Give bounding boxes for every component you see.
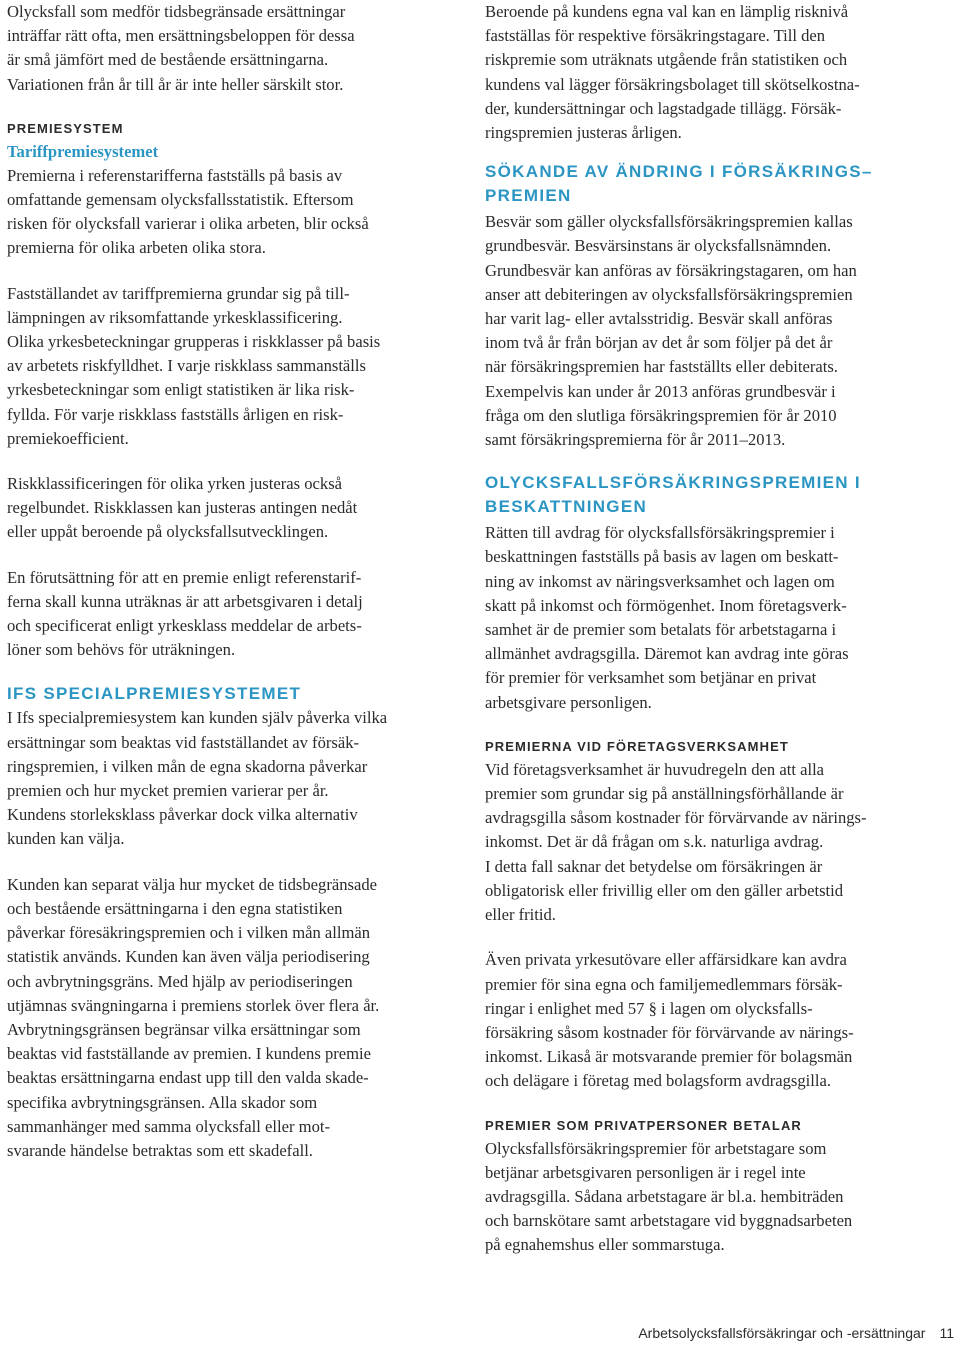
paragraph: Rätten till avdrag för olycksfallsförsäkringspremier i beskattningen fastställs på basis av lagen om beskatt- ning av inkomst av näringsverksamhet och lagen om skatt på inkomst och förmögenhet. Inom företagsverk- samhet är de premier som betalats för arbetstagarna i allmänhet avdragsgilla. Däremot kan avdrag inte göras för premier för verksamhet som betjänar en privat arbetsgivare personligen. <box>485 523 849 712</box>
section-heading-privatpersoner: PREMIER SOM PRIVATPERSONER BETALAR <box>485 1117 802 1133</box>
paragraph: Riskklassificeringen för olika yrken justeras också regelbundet. Riskklassen kan justeras antingen nedåt eller uppåt beroende på olycksfallsutvecklingen. <box>7 474 358 542</box>
paragraph: I Ifs specialpremiesystem kan kunden själv påverka vilka ersättningar som beaktas vid fastställandet av försäk- ringspremien, i vilken mån de egna skadorna påverkar premien och hur mycket premien varierar per år. Kundens storleksklass påverkar dock vilka alternativ kunden kan välja. <box>7 708 388 849</box>
footer-title: Arbetsolycksfallsförsäkringar och -ersättningar <box>638 1325 926 1341</box>
left-column <box>7 0 447 1163</box>
paragraph: Även privata yrkesutövare eller affärsidkare kan avdra premier för sina egna och familjemedlemmars försäk- ringar i enlighet med 57 § i lagen om olycksfalls- försäkring såsom kostnader för förvärvande av närings- inkomst. Likaså är motsvarande premier för bolagsmän och delägare i företag med bolagsform avdragsgilla. <box>485 950 854 1091</box>
section-heading-sokande-av-andring: SÖKANDE AV ÄNDRING I FÖRSÄKRINGS– PREMIEN <box>485 162 873 206</box>
paragraph: Beroende på kundens egna val kan en lämplig risknivå fastställas för respektive försäkringstagare. Till den riskpremie som uträknats utgående från statistiken och kundens val lägger försäkringsbolaget till skötselkostna- der, kundersättningar och lagstadgade tillägg. Försäk- ringspremien justeras årligen. <box>485 2 860 143</box>
section-heading-foretagsverksamhet: PREMIERNA VID FÖRETAGSVERKSAMHET <box>485 738 789 754</box>
page-footer <box>638 1323 954 1343</box>
paragraph: Vid företagsverksamhet är huvudregeln den att alla premier som grundar sig på anställningsförhållande är avdragsgilla såsom kostnader för förvärvande av närings- inkomst. Det är då frågan om s.k. naturliga avdrag. I detta fall saknar det betydelse om försäkringen är obligatorisk eller frivillig eller om den gäller arbetstid eller fritid. <box>485 759 867 925</box>
section-heading-premiesystem: PREMIESYSTEM <box>7 120 124 136</box>
section-heading-ifs-specialpremiesystemet: IFS SPECIALPREMIESYSTEMET <box>7 684 302 704</box>
paragraph: Olycksfallsförsäkringspremier för arbetstagare som betjänar arbetsgivaren personligen är i regel inte avdragsgilla. Sådana arbetstagare är bl.a. hembiträden och barnskötare samt arbetstagare vid byggnadsarbeten på egnahemshus eller sommarstuga. <box>485 1138 853 1255</box>
paragraph: Fastställandet av tariffpremierna grundar sig på till- lämpningen av riksomfattande yrkesklassificering. Olika yrkesbeteckningar grupperas i riskklasser på basis av arbetets riskfylldhet. I varje riskklass sammanställs yrkesbeteckningar som enligt statistiken är lika risk- fyllda. För varje riskklass fastställs årligen en risk- premiekoefficient. <box>7 283 381 448</box>
right-column <box>485 0 935 1258</box>
page-number: 11 <box>939 1325 954 1341</box>
paragraph: Premierna i referenstarifferna fastställs på basis av omfattande gemensam olycksfallsstatistik. Eftersom risken för olycksfall varierar i olika arbeten, blir också premierna för olika arbeten olika stora. <box>7 165 369 258</box>
paragraph: Besvär som gäller olycksfallsförsäkringspremien kallas grundbesvär. Besvärsinstans är olycksfallsnämnden. Grundbesvär kan anföras av försäkringstagaren, om han anser att debiteringen av olycksfallsförsäkringspremien har varit lag- eller avtalsstridig. Besvär skall anföras inom två år från början av det år som följer på det år när försäkringspremien har fastställts eller debiterats. Exempelvis kan under år 2013 anföras grundbesvär i fråga om den slutliga försäkringspremien för år 2010 samt försäkringspremierna för år 2011–2013. <box>485 212 857 450</box>
paragraph: Olycksfall som medför tidsbegränsade ersättningar inträffar rätt ofta, men ersättningsbeloppen för dessa är små jämfört med de bestående ersättningarna. Variationen från år till år är inte heller särskilt stor. <box>7 2 355 94</box>
paragraph: Kunden kan separat välja hur mycket de tidsbegränsade och bestående ersättningarna i den egna statistiken påverkar föresäkringspremien och i vilken mån allmän statistik används. Kunden kan även välja periodisering och avbrytningsgräns. Med hjälp av periodiseringen utjämnas svängningarna i premiens storlek över flera år. Avbrytningsgränsen begränsar vilka ersättningar som beaktas vid fastställande av premien. I kundens premie beaktas ersättningarna endast upp till den valda skade- specifika avbrytningsgränsen. Alla skador som sammanhänger med samma olycksfall eller mot- svarande händelse betraktas som ett skadefall. <box>7 874 380 1160</box>
section-heading-premien-i-beskattningen: OLYCKSFALLSFÖRSÄKRINGSPREMIEN I BESKATTNINGEN <box>485 473 861 517</box>
subheading-tariffpremiesystemet: Tariffpremiesystemet <box>7 141 159 161</box>
paragraph: En förutsättning för att en premie enligt referenstarif- ferna skall kunna uträknas är att arbetsgivaren i detalj och specificerat enligt yrkesklass meddelar de arbets- löner som behövs för uträkningen. <box>7 567 363 660</box>
